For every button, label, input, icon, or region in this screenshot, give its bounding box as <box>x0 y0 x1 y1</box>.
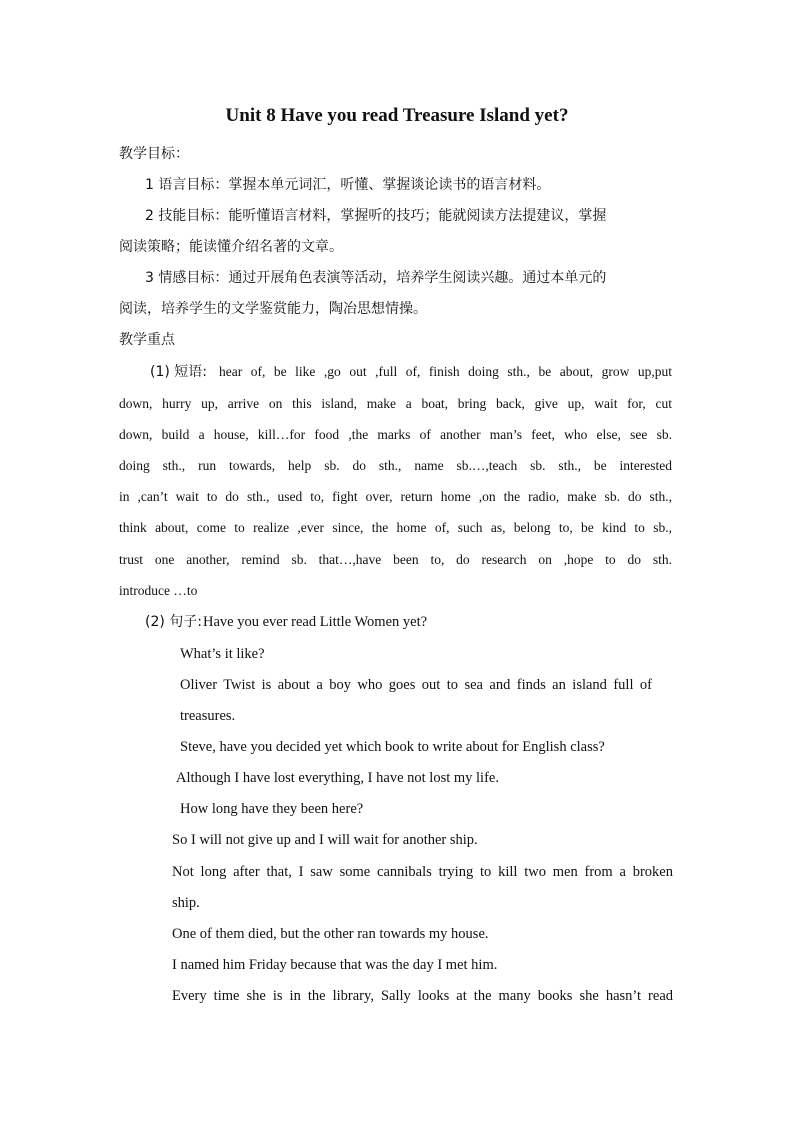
sentence-line: Although I have lost everything, I have not lost my life. <box>176 770 499 786</box>
objective-emotion: 3 情感目标：通过开展角色表演等活动，培养学生阅读兴趣。通过本单元的 <box>145 270 607 286</box>
key-points-heading: 教学重点 <box>119 332 175 348</box>
sentence-line: Every time she is in the library, Sally looks at the many books she hasn’t read <box>172 988 673 1004</box>
phrase-line: doing sth., run towards, help sb. do sth., name sb.…,teach sb. sth., be interested <box>119 458 672 473</box>
objective-skill: 2 技能目标：能听懂语言材料，掌握听的技巧；能就阅读方法提建议，掌握 <box>145 208 607 224</box>
phrase-line: down, build a house, kill…for food ,the marks of another man’s feet, who else, see sb. <box>119 427 672 442</box>
objective-skill-cont: 阅读策略；能读懂介绍名著的文章。 <box>119 239 343 255</box>
sentence-line: Steve, have you decided yet which book to write about for English class? <box>180 739 605 755</box>
sentence-line: How long have they been here? <box>180 801 364 817</box>
sentences-label: (2) 句子: <box>145 614 202 630</box>
page-title: Unit 8 Have you read Treasure Island yet? <box>225 105 569 126</box>
objectives-heading: 教学目标： <box>119 146 189 162</box>
sentence-line: ship. <box>172 895 200 911</box>
phrase-line: introduce …to <box>119 583 198 598</box>
sentence-line: I named him Friday because that was the day I met him. <box>172 957 498 973</box>
phrase-line: down, hurry up, arrive on this island, make a boat, bring back, give up, wait for, cut <box>119 396 672 411</box>
sentence-line: Oliver Twist is about a boy who goes out to sea and finds an island full of <box>180 677 652 693</box>
objective-emotion-cont: 阅读，培养学生的文学鉴赏能力，陶冶思想情操。 <box>119 301 427 317</box>
sentence-line: One of them died, but the other ran towards my house. <box>172 926 489 942</box>
sentence-line: So I will not give up and I will wait for another ship. <box>172 832 478 848</box>
sentence-line: Have you ever read Little Women yet? <box>203 614 428 630</box>
sentence-line: treasures. <box>180 708 236 724</box>
sentence-line: What’s it like? <box>180 646 265 662</box>
phrase-line: in ,can’t wait to do sth., used to, fight over, return home ,on the radio, make sb. do sth., <box>119 489 672 504</box>
phrase-line: think about, come to realize ,ever since, the home of, such as, belong to, be kind to sb., <box>119 520 672 535</box>
sentence-line: Not long after that, I saw some cannibals trying to kill two men from a broken <box>172 864 673 880</box>
phrase-line: trust one another, remind sb. that…,have been to, do research on ,hope to do sth. <box>119 552 672 567</box>
phrase-line: hear of, be like ,go out ,full of, finish doing sth., be about, grow up,put <box>219 364 672 379</box>
objective-language: 1 语言目标：掌握本单元词汇，听懂、掌握谈论读书的语言材料。 <box>145 177 551 193</box>
phrases-label: (1) 短语: <box>150 364 207 380</box>
